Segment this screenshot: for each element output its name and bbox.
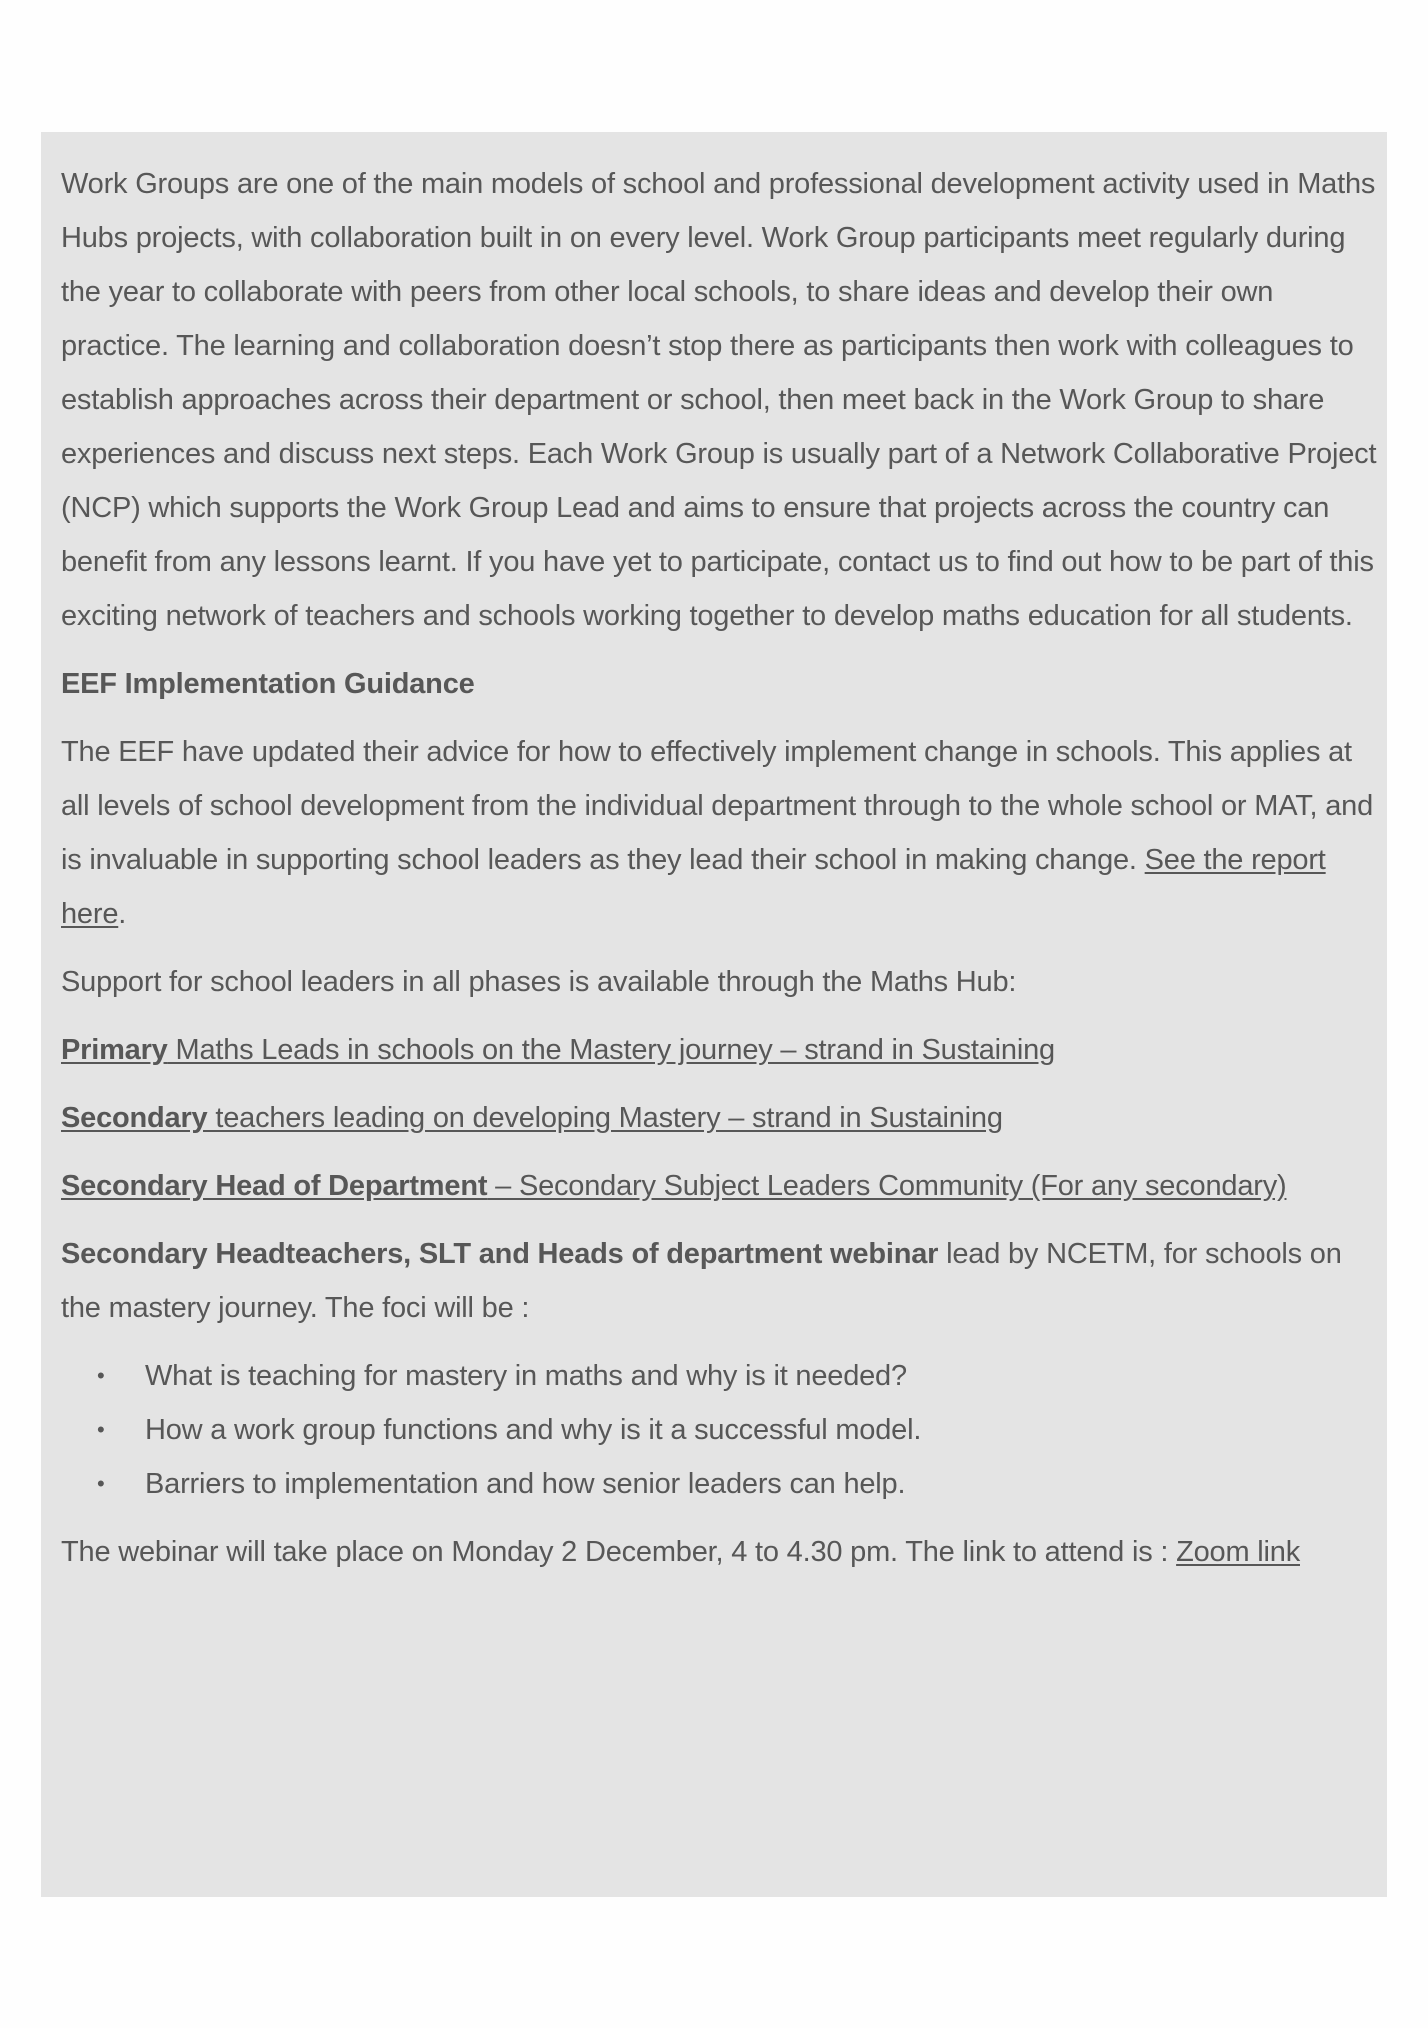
focus-text: How a work group functions and why is it a successful model.	[145, 1414, 922, 1446]
link-bold-label: Secondary	[61, 1102, 208, 1134]
zoom-link[interactable]: Zoom link	[1176, 1536, 1300, 1568]
see-report-link[interactable]: See the report here	[61, 844, 1326, 930]
eef-period: .	[118, 898, 127, 930]
secondary-teachers-link[interactable]	[61, 1102, 1003, 1134]
webinar-intro	[61, 1227, 1377, 1335]
list-item	[61, 1403, 1377, 1457]
secondary-hod-link[interactable]	[61, 1170, 1286, 1202]
webinar-details	[61, 1525, 1377, 1579]
work-groups-paragraph: Work Groups are one of the main models of school and professional development activity used in Maths Hubs projects, with collaboration built in on every level. Work Group participants meet regularly during the year to collaborate with peers from other local schools, to share ideas and develop their own practice. The learning and collaboration doesn’t stop there as participants then work with colleagues to establish approaches across their department or school, then meet back in the Work Group to share experiences and discuss next steps. Each Work Group is usually part of a Network Collaborative Project (NCP) which supports the Work Group Lead and aims to ensure that projects across the country can benefit from any lessons learnt. If you have yet to participate, contact us to find out how to be part of this exciting network of teachers and schools working together to develop maths education for all students.	[61, 168, 1377, 632]
focus-text: Barriers to implementation and how senior leaders can help.	[145, 1468, 906, 1500]
panel-content	[61, 157, 1377, 1593]
list-item	[61, 1349, 1377, 1403]
link-bold-label: Primary	[61, 1034, 168, 1066]
support-item-secondary-hod	[61, 1159, 1377, 1213]
webinar-foci-list	[61, 1349, 1377, 1511]
eef-heading: EEF Implementation Guidance	[61, 668, 475, 700]
newsletter-panel	[41, 132, 1387, 1897]
primary-maths-leads-link[interactable]	[61, 1034, 1055, 1066]
link-rest-label: – Secondary Subject Leaders Community (For any secondary)	[487, 1170, 1287, 1202]
eef-paragraph-text: The EEF have updated their advice for how to effectively implement change in schools. This applies at all levels of school development from the individual department through to the whole school or MAT, and is invaluable in supporting school leaders as they lead their school in making change.	[61, 736, 1373, 876]
webinar-title: Secondary Headteachers, SLT and Heads of department webinar	[61, 1238, 939, 1270]
webinar-description: lead by NCETM, for schools on the mastery journey. The foci will be :	[61, 1238, 1342, 1324]
bullet-icon: •	[97, 1417, 105, 1442]
link-rest-label: Maths Leads in schools on the Mastery journey – strand in Sustaining	[167, 1034, 1055, 1066]
bullet-icon: •	[97, 1471, 105, 1496]
bullet-icon: •	[97, 1363, 105, 1388]
support-item-primary	[61, 1023, 1377, 1077]
link-rest-label: teachers leading on developing Mastery – strand in Sustaining	[207, 1102, 1003, 1134]
list-item	[61, 1457, 1377, 1511]
link-bold-label: Secondary Head of Department	[61, 1170, 488, 1202]
webinar-details-text: The webinar will take place on Monday 2 December, 4 to 4.30 pm. The link to attend is :	[61, 1536, 1177, 1568]
focus-text: What is teaching for mastery in maths and why is it needed?	[145, 1360, 907, 1392]
eef-paragraph	[61, 725, 1377, 941]
support-item-secondary	[61, 1091, 1377, 1145]
support-intro: Support for school leaders in all phases is available through the Maths Hub:	[61, 966, 1017, 998]
